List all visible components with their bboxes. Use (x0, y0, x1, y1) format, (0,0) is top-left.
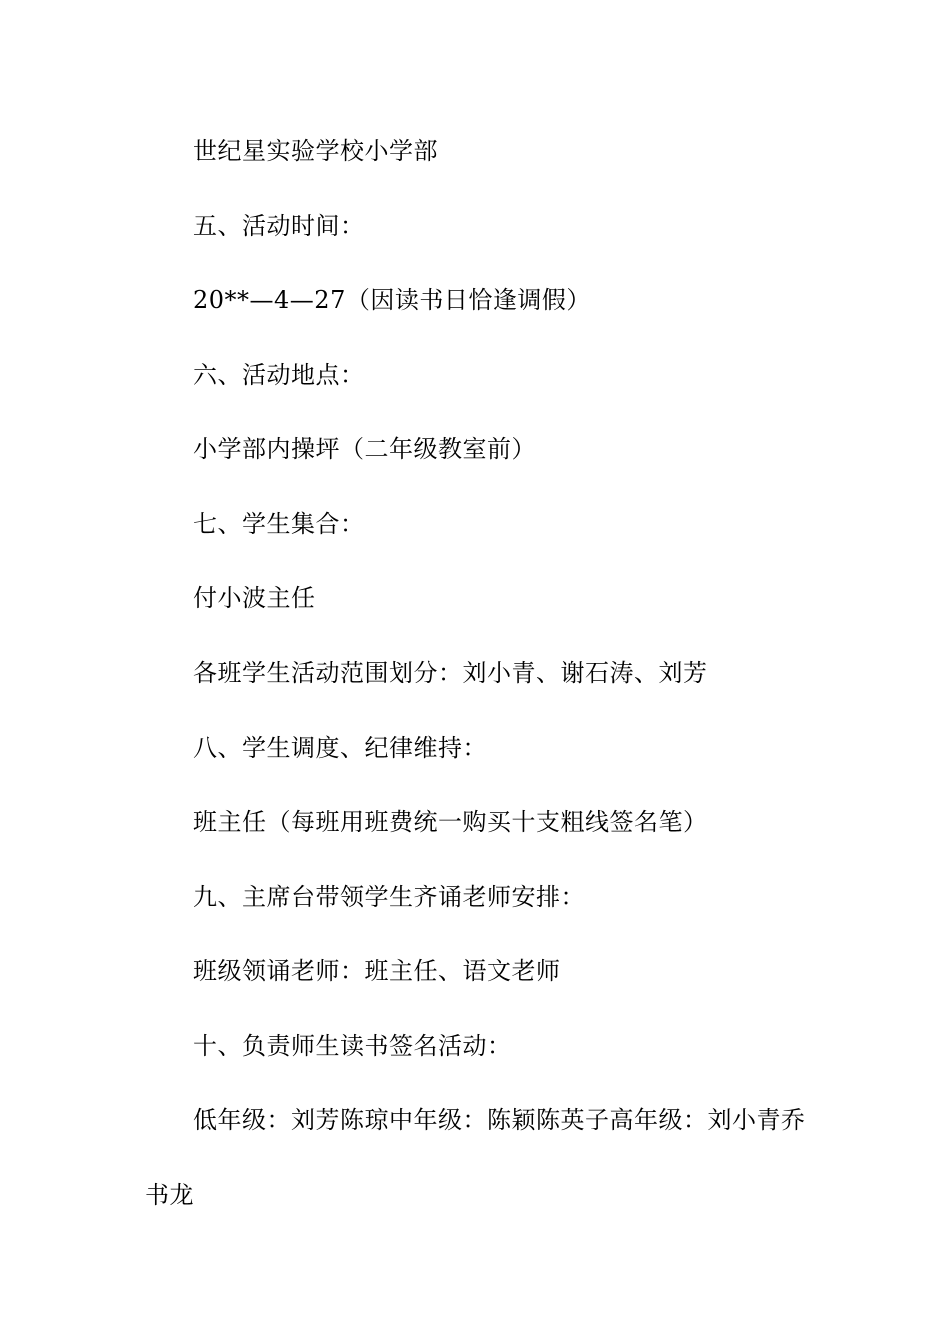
heading-student-assembly: 七、学生集合： (193, 510, 365, 538)
text-line-assembly-lead: 付小波主任 (193, 584, 316, 612)
text-line-activity-date: 20**—4—27（因读书日恰逢调假） (193, 286, 591, 314)
heading-recitation-arrangement: 九、主席台带领学生齐诵老师安排： (193, 883, 585, 911)
text-line-grade-assignments-continued: 书龙 (145, 1181, 194, 1209)
text-line-school: 世纪星实验学校小学部 (193, 137, 438, 165)
heading-activity-time: 五、活动时间： (193, 212, 365, 240)
heading-signing-activity: 十、负责师生读书签名活动： (193, 1032, 512, 1060)
text-line-recitation-teachers: 班级领诵老师：班主任、语文老师 (193, 957, 561, 985)
text-line-grade-assignments: 低年级：刘芳陈琼中年级：陈颖陈英子高年级：刘小青乔 (193, 1106, 806, 1134)
text-line-location: 小学部内操坪（二年级教室前） (193, 435, 536, 463)
heading-activity-location: 六、活动地点： (193, 361, 365, 389)
text-line-area-division: 各班学生活动范围划分：刘小青、谢石涛、刘芳 (193, 659, 708, 687)
heading-student-dispatch: 八、学生调度、纪律维持： (193, 734, 487, 762)
text-line-head-teachers: 班主任（每班用班费统一购买十支粗线签名笔） (193, 808, 708, 836)
